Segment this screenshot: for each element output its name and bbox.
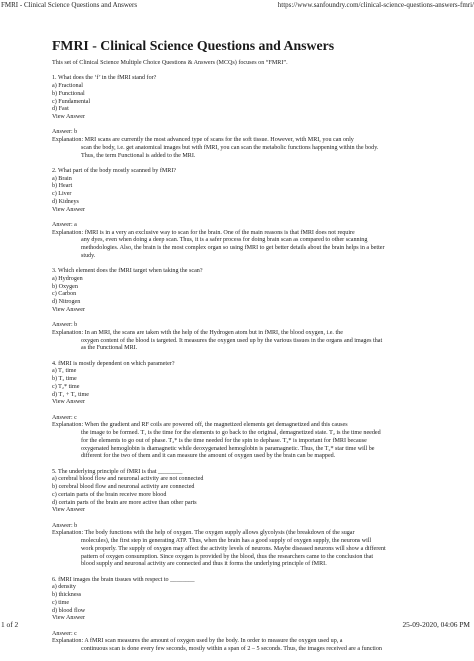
answer-option: c) time <box>52 599 70 606</box>
explanation-first-line: Explanation: A fMRI scan measures the amount of oxygen used by the body. In order to measure the oxygen used up, a <box>52 638 343 645</box>
explanation-line: oxygen content of the blood is targeted. It measures the oxygen used up by the various tissues in the organs and images that <box>81 337 383 344</box>
print-datetime: 25-09-2020, 04:06 PM <box>402 620 470 629</box>
answer-block <box>52 631 436 654</box>
answer-option: c) Liver <box>52 191 72 197</box>
explanation-line: oxygenated hemoglobin is diamagnetic while deoxygenated hemoglobin is paramagnetic. Thus, the T₂* star time will be <box>81 445 375 452</box>
answer-option: d) Kidneys <box>52 198 79 205</box>
explanation-continued <box>52 338 436 354</box>
explanation-line: study. <box>81 252 96 259</box>
answer-block <box>52 222 436 261</box>
question-block <box>52 469 436 516</box>
question-text: 2. What part of the body mostly scanned by fMRI? <box>52 167 177 174</box>
answer-option: d) blood flow <box>52 607 86 614</box>
explanation-first-line: Explanation: In an MRI, the scans are taken with the help of the Hydrogen atom but in fMRI, the blood oxygen, i.e. the <box>52 329 343 336</box>
answer-option: d) Fast <box>52 106 69 113</box>
answer-label: Answer: b <box>52 129 78 136</box>
answer-block <box>52 129 436 160</box>
question-block <box>52 361 436 408</box>
explanation-continued <box>52 237 436 260</box>
question-text: 1. What does the ‘f’ in the fMRI stand for? <box>52 75 157 82</box>
answer-label: Answer: a <box>52 221 77 228</box>
view-answer-link[interactable]: View Answer <box>52 206 85 213</box>
answer-option: a) Hydrogen <box>52 275 83 282</box>
view-answer-link[interactable]: View Answer <box>52 615 85 622</box>
explanation-line: scan the body, i.e. get anatomical images but with fMRI, you can scan the metabolic functions happening within the body. <box>81 144 379 151</box>
question-block <box>52 168 436 215</box>
explanation-line: for the elements to go out of phase. T₂* is the time needed for the spin to dephase. T₂* is important for fMRI because <box>81 437 367 444</box>
view-answer-link[interactable]: View Answer <box>52 507 85 514</box>
print-header-title: FMRI - Clinical Science Questions and Answers <box>1 1 138 9</box>
explanation-line: molecules), the first step in generating ATP. Thus, when the brain has a good supply of oxygen supply, the neurons will <box>81 538 372 544</box>
answer-option: c) T₂* time <box>52 383 80 390</box>
answer-option: c) Carbon <box>52 291 77 298</box>
answer-option: b) Functional <box>52 90 85 97</box>
explanation-first-line: Explanation: fMRI is in a very an exclusive way to scan for the brain. One of the main reasons is that fMRI does not require <box>52 229 355 236</box>
question-block <box>52 268 436 315</box>
answer-option: b) thickness <box>52 592 82 598</box>
question-text: 6. fMRI images the brain tissues with respect to ________ <box>52 576 195 583</box>
question-text: 3. Which element does the fMRI target when taking the scan? <box>52 268 203 274</box>
answer-option: a) cerebral blood flow and neuronal activity are not connected <box>52 476 204 483</box>
question-block <box>52 75 436 122</box>
question-block <box>52 577 436 624</box>
explanation-first-line: Explanation: MRI scans are currently the most advanced type of scans for the soft tissue. However, with MRI, you can only <box>52 137 354 143</box>
explanation-line: Thus, the term Functional is added to the MRI. <box>81 152 196 159</box>
explanation-continued <box>52 646 436 654</box>
answer-option: b) Oxygen <box>52 283 78 290</box>
answer-option: b) T₂ time <box>52 376 77 382</box>
answer-option: d) Nitrogen <box>52 299 81 305</box>
explanation-line: pattern of oxygen consumption. Since oxygen is provided by the blood, thus the researchers came to the conclusion that <box>81 553 374 560</box>
page-title: FMRI - Clinical Science Questions and Answers <box>52 38 335 53</box>
explanation-line: continuous scan is done every few seconds, mostly within a span of 2 – 5 seconds. Thus, the images received are a function <box>81 646 382 652</box>
explanation-line: any dyes, even when doing a deep scan. Thus, it is a safer process for doing brain scan as compared to other scanning <box>81 237 368 244</box>
question-text: 4. fMRI is mostly dependent on which parameter? <box>52 360 175 367</box>
answer-option: d) T₁ + T₂ time <box>52 391 89 398</box>
explanation-line: as the Functional MRI. <box>81 345 138 352</box>
page-number: 1 of 2 <box>1 620 19 629</box>
answer-option: c) certain parts of the brain receive more blood <box>52 491 167 498</box>
explanation-line: work properly. The supply of oxygen may affect the activity levels of neurons. Maybe diseased neurons will show a different <box>81 545 386 552</box>
view-answer-link[interactable]: View Answer <box>52 114 85 120</box>
explanation-continued <box>52 145 436 161</box>
explanation-line: methodologies. Also, the brain is the most complex organ so using fMRI to get better details about the brain helps in a better <box>81 245 385 251</box>
answer-option: a) Fractional <box>52 83 83 89</box>
explanation-line: the image to be formed. T₁ is the time for the elements to go back to the original, demagnetized state. T₂ is the time needed <box>81 430 381 436</box>
answer-block <box>52 415 436 462</box>
answer-option: b) Heart <box>52 183 73 190</box>
view-answer-link[interactable]: View Answer <box>52 306 85 313</box>
explanation-continued <box>52 538 436 569</box>
explanation-first-line: Explanation: The body functions with the help of oxygen. The oxygen supply allows glycolysis (the breakdown of the sugar <box>52 530 355 537</box>
answer-label: Answer: b <box>52 322 78 328</box>
article-content <box>52 60 436 661</box>
answer-option: b) cerebral blood flow and neuronal activity are connected <box>52 484 195 490</box>
answer-option: a) density <box>52 584 76 591</box>
explanation-continued <box>52 430 436 461</box>
answer-block <box>52 523 436 570</box>
answer-label: Answer: b <box>52 522 78 529</box>
explanation-line: blood supply and neuronal activity are connected and thus it forms the underlying principle of fMRI. <box>81 561 327 568</box>
answer-option: c) Fundamental <box>52 98 91 105</box>
answer-label: Answer: c <box>52 630 77 637</box>
explanation-first-line: Explanation: When the gradient and RF coils are powered off, the magnetized elements get demagnetized and this causes <box>52 422 348 429</box>
answer-label: Answer: c <box>52 414 77 421</box>
view-answer-link[interactable]: View Answer <box>52 399 85 406</box>
intro-text: This set of Clinical Science Multiple Choice Questions & Answers (MCQs) focuses on “FMRI”. <box>52 60 288 66</box>
explanation-line: different for the two of them and it can measure the amount of oxygen used by the brain can be mapped. <box>81 453 336 460</box>
print-header-url: https://www.sanfoundry.com/clinical-science-questions-answers-fmri/ <box>277 1 474 9</box>
answer-block <box>52 322 436 353</box>
answer-option: d) certain parts of the brain are more active than other parts <box>52 499 197 506</box>
question-text: 5. The underlying principle of fMRI is that ________ <box>52 468 183 475</box>
answer-option: a) Brain <box>52 175 72 182</box>
question-list <box>52 75 436 654</box>
answer-option: a) T₁ time <box>52 368 77 375</box>
